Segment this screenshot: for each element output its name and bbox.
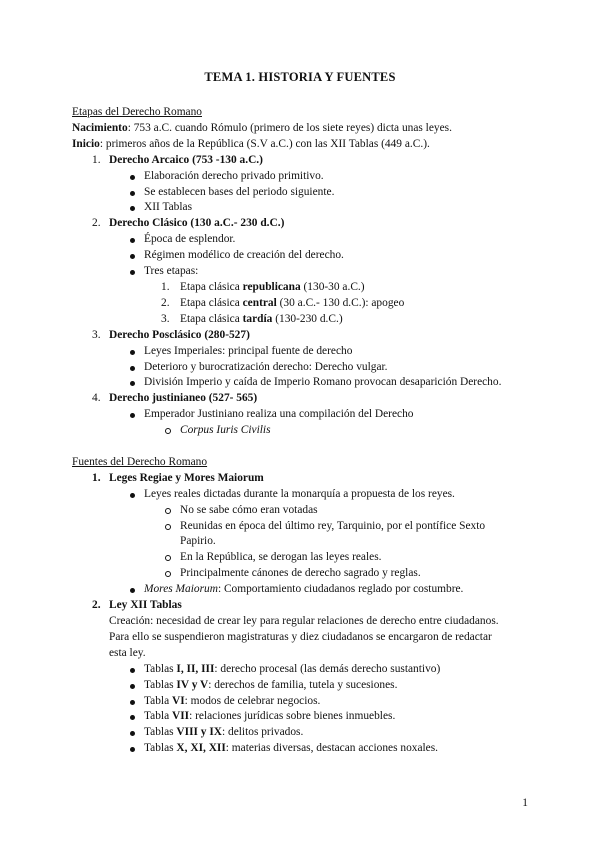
creacion-line: Para ello se suspendieron magistraturas y diez ciudadanos se encargaron de redactar	[109, 630, 492, 643]
bullet-text: Se establecen bases del periodo siguiente.	[144, 185, 335, 198]
bullet-item	[72, 248, 532, 264]
tabla-bold: X, XI, XII	[176, 742, 226, 755]
stage-item	[72, 296, 532, 312]
bullet-icon	[130, 493, 135, 498]
list-number: 1.	[92, 471, 101, 484]
bullet-icon	[130, 175, 135, 180]
stage-item	[72, 312, 532, 328]
bullet-item	[72, 232, 532, 248]
tabla-text: : derecho procesal (las demás derecho sustantivo)	[214, 662, 441, 675]
tabla-text: Tabla	[144, 694, 172, 707]
list-item-xii-tablas	[72, 598, 532, 614]
sub-bullet-text: En la República, se derogan las leyes reales.	[180, 551, 382, 564]
tabla-text: Tablas	[144, 678, 177, 691]
bullet-icon	[130, 588, 135, 593]
list-number: 3.	[92, 328, 101, 341]
sub-bullet-text: No se sabe cómo eran votadas	[180, 503, 318, 516]
stage-item	[72, 280, 532, 296]
circle-bullet-icon	[165, 508, 171, 514]
bullet-icon	[130, 254, 135, 259]
list-item-title: Derecho Clásico (130 a.C.- 230 d.C.)	[109, 217, 285, 230]
tabla-bold: VI	[171, 694, 185, 707]
nacimiento-label: Nacimiento	[72, 121, 128, 134]
bullet-icon	[130, 366, 135, 371]
list-item-arcaico	[72, 153, 532, 169]
bullet-icon	[130, 668, 135, 673]
tabla-bold: VIII y IX	[176, 726, 222, 739]
nacimiento-line	[72, 121, 532, 137]
page-number: 1	[522, 797, 528, 809]
bullet-icon	[130, 238, 135, 243]
tabla-item	[72, 662, 532, 678]
sub-bullet-continuation: Papirio.	[180, 535, 216, 548]
tabla-item	[72, 678, 532, 694]
tabla-item	[72, 709, 532, 725]
tabla-text: Tabla	[144, 710, 172, 723]
tabla-text: : derechos de familia, tutela y sucesiones.	[208, 678, 398, 691]
list-item-title: Derecho Posclásico (280-527)	[109, 328, 250, 341]
list-item-clasico	[72, 216, 532, 232]
tabla-item	[72, 694, 532, 710]
bullet-item	[72, 200, 532, 216]
mores-text: : Comportamiento ciudadanos reglado por costumbre.	[217, 583, 464, 596]
document-title: TEMA 1. HISTORIA Y FUENTES	[204, 70, 396, 84]
bullet-text: Elaboración derecho privado primitivo.	[144, 169, 324, 182]
stage-text: (130-230 d.C.)	[272, 312, 343, 325]
bullet-icon	[130, 731, 135, 736]
nacimiento-text: : 753 a.C. cuando Rómulo (primero de los siete reyes) dicta unas leyes.	[127, 121, 452, 134]
mores-label: Mores Maiorum	[144, 583, 218, 596]
sub-bullet-text: Corpus Iuris Civilis	[180, 424, 271, 437]
sub-bullet-item	[72, 519, 532, 535]
circle-bullet-icon	[165, 571, 171, 577]
tabla-text: Tablas	[144, 726, 177, 739]
list-number: 2.	[92, 217, 101, 230]
inicio-text: : primeros años de la República (S.V a.C.) con las XII Tablas (449 a.C.).	[99, 137, 430, 150]
bullet-item	[72, 344, 532, 360]
stage-text: Etapa clásica	[180, 312, 243, 325]
tabla-text: Tablas	[144, 742, 177, 755]
bullet-text: Régimen modélico de creación del derecho.	[144, 249, 344, 262]
sub-bullet-item	[72, 423, 532, 439]
bullet-text: Emperador Justiniano realiza una compilación del Derecho	[144, 408, 414, 421]
stage-text: (130-30 a.C.)	[300, 280, 365, 293]
bullet-icon	[130, 270, 135, 275]
tabla-text: : delitos privados.	[222, 726, 304, 739]
bullet-icon	[130, 381, 135, 386]
inicio-line	[72, 137, 532, 153]
circle-bullet-icon	[165, 428, 171, 434]
tabla-text: : modos de celebrar negocios.	[184, 694, 321, 707]
creacion-line: esta ley.	[109, 646, 146, 659]
tabla-text: : materias diversas, destacan acciones noxales.	[225, 742, 439, 755]
bullet-item	[72, 169, 532, 185]
stage-number: 1.	[161, 280, 170, 293]
section-heading-etapas: Etapas del Derecho Romano	[72, 106, 202, 118]
list-item-title: Leges Regiae y Mores Maiorum	[109, 471, 264, 484]
bullet-icon	[130, 715, 135, 720]
bullet-icon	[130, 413, 135, 418]
stage-bold: central	[242, 296, 277, 309]
section-heading-fuentes: Fuentes del Derecho Romano	[72, 455, 208, 468]
bullet-item-mores	[72, 582, 532, 598]
creacion-line: Creación: necesidad de crear ley para regular relaciones de derecho entre ciudadanos.	[109, 614, 499, 627]
stage-text: Etapa clásica	[180, 296, 243, 309]
tabla-text: Tablas	[144, 662, 177, 675]
list-item-title: Derecho justinianeo (527- 565)	[109, 392, 258, 405]
stage-text: Etapa clásica	[180, 280, 243, 293]
bullet-text: División Imperio y caída de Imperio Romano provocan desaparición Derecho.	[144, 376, 502, 389]
bullet-text: Leyes Imperiales: principal fuente de derecho	[144, 344, 353, 357]
sub-bullet-text: Reunidas en época del último rey, Tarquinio, por el pontífice Sexto	[180, 519, 486, 532]
stage-number: 2.	[161, 296, 170, 309]
bullet-icon	[130, 684, 135, 689]
list-item-leges-regiae	[72, 471, 532, 487]
bullet-text: Época de esplendor.	[144, 233, 236, 246]
sub-bullet-item	[72, 566, 532, 582]
bullet-item	[72, 375, 532, 391]
bullet-item	[72, 185, 532, 201]
tabla-text: : relaciones jurídicas sobre bienes inmuebles.	[189, 710, 396, 723]
stage-number: 3.	[161, 312, 170, 325]
tabla-bold: VII	[171, 710, 190, 723]
inicio-label: Inicio	[72, 137, 100, 150]
tabla-item	[72, 741, 532, 757]
bullet-item	[72, 360, 532, 376]
bullet-item	[72, 487, 532, 503]
list-item-posclasico	[72, 328, 532, 344]
bullet-icon	[130, 350, 135, 355]
circle-bullet-icon	[165, 524, 171, 530]
stage-text: (30 a.C.- 130 d.C.): apogeo	[276, 296, 405, 309]
list-item-title: Ley XII Tablas	[109, 599, 182, 612]
bullet-text: Leyes reales dictadas durante la monarquía a propuesta de los reyes.	[144, 487, 455, 500]
bullet-icon	[130, 700, 135, 705]
circle-bullet-icon	[165, 555, 171, 561]
tabla-bold: IV y V	[176, 678, 209, 691]
document-body	[72, 105, 532, 757]
stage-bold: republicana	[242, 280, 301, 293]
list-number: 4.	[92, 392, 101, 405]
list-number: 1.	[92, 153, 101, 166]
bullet-text: Tres etapas:	[144, 265, 199, 278]
bullet-text: Deterioro y burocratización derecho: Derecho vulgar.	[144, 360, 388, 373]
bullet-item	[72, 407, 532, 423]
list-item-justinianeo	[72, 391, 532, 407]
stage-bold: tardía	[242, 312, 273, 325]
sub-bullet-item	[72, 503, 532, 519]
bullet-text: XII Tablas	[144, 201, 193, 214]
sub-bullet-item	[72, 550, 532, 566]
tabla-bold: I, II, III	[176, 662, 215, 675]
sub-bullet-text: Principalmente cánones de derecho sagrado y reglas.	[180, 567, 421, 580]
list-number: 2.	[92, 599, 101, 612]
bullet-icon	[130, 206, 135, 211]
bullet-item	[72, 264, 532, 280]
list-item-title: Derecho Arcaico (753 -130 a.C.)	[109, 153, 263, 166]
bullet-icon	[130, 747, 135, 752]
bullet-icon	[130, 191, 135, 196]
tabla-item	[72, 725, 532, 741]
